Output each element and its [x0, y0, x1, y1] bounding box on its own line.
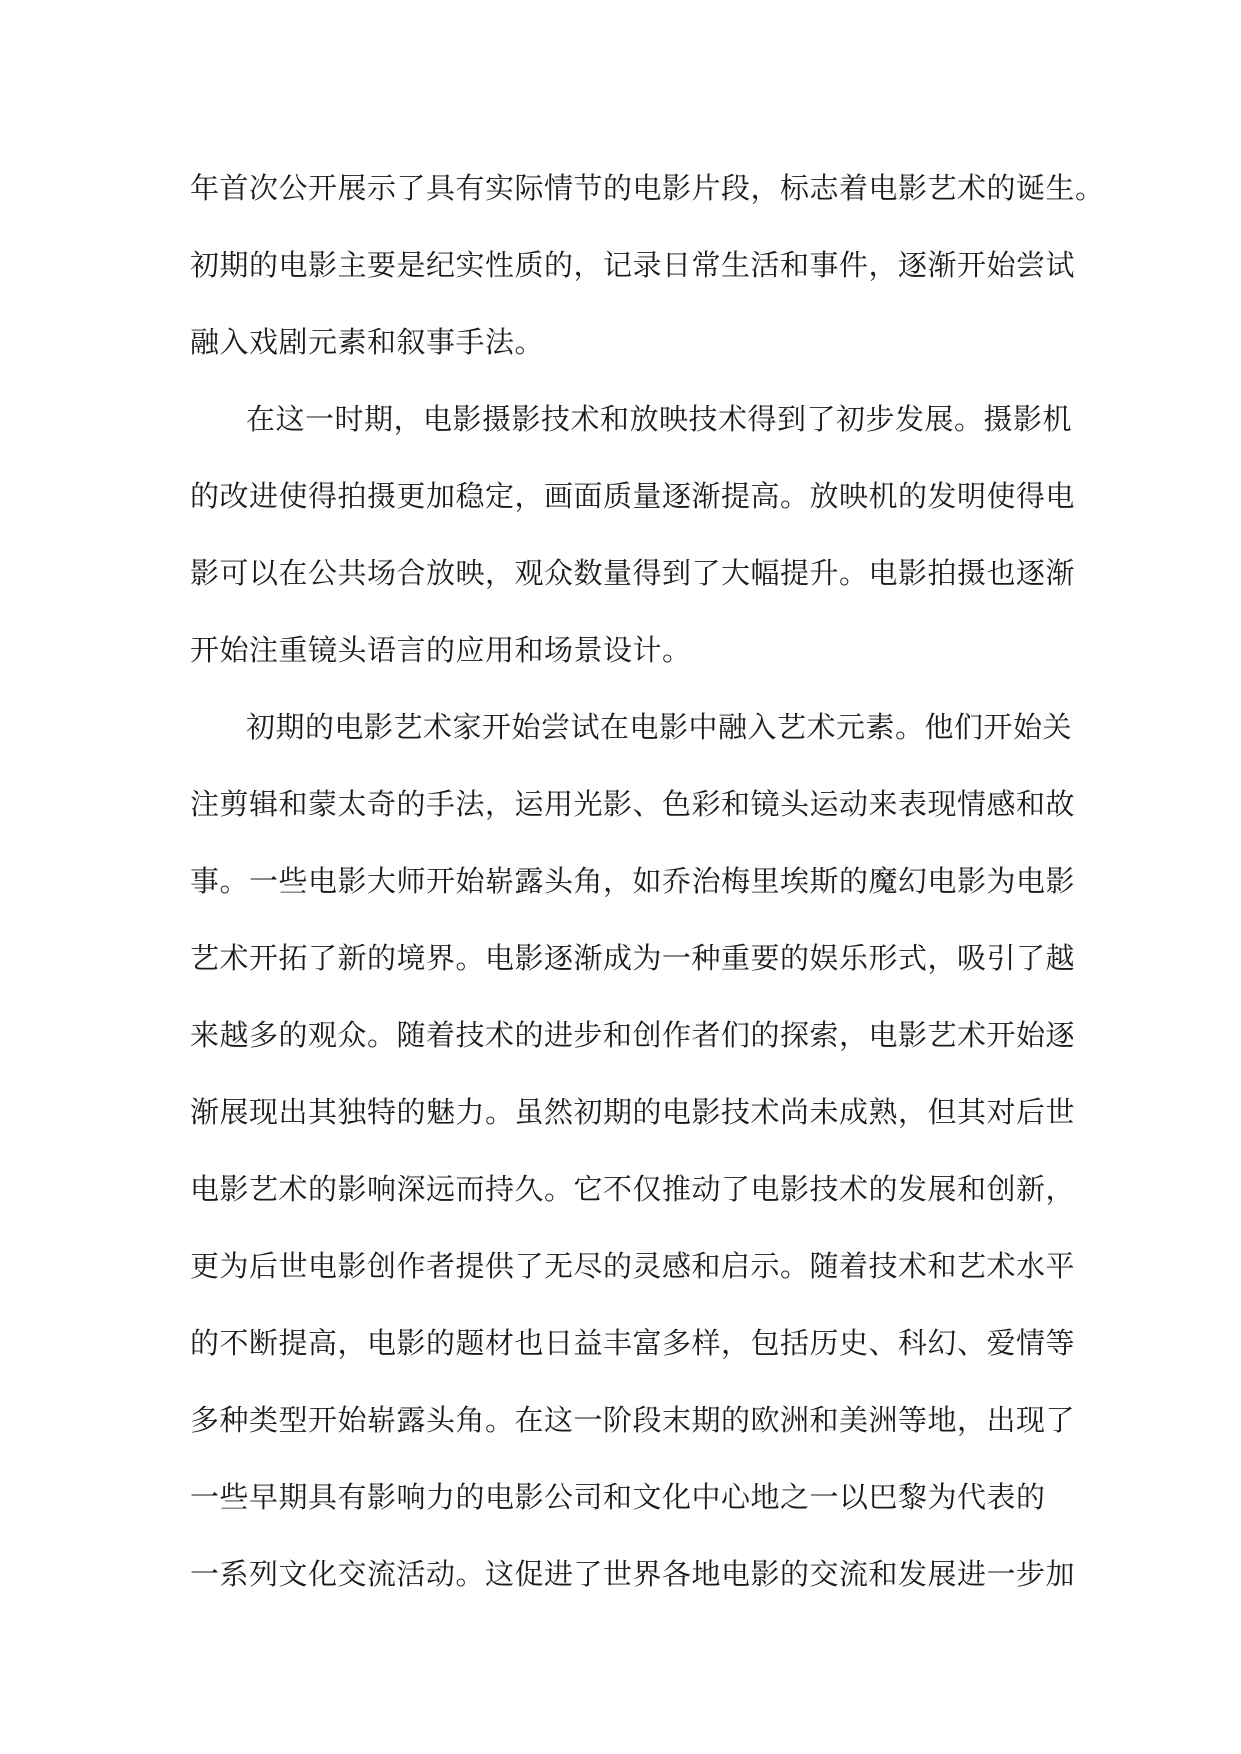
text-line: 的改进使得拍摄更加稳定，画面质量逐渐提高。放映机的发明使得电 — [190, 479, 1076, 513]
text-line: 电影艺术的影响深远而持久。它不仅推动了电影技术的发展和创新， — [190, 1172, 1076, 1206]
text-line: 的不断提高，电影的题材也日益丰富多样，包括历史、科幻、爱情等 — [190, 1326, 1076, 1360]
text-line: 开始注重镜头语言的应用和场景设计。 — [190, 633, 692, 667]
text-line: 一系列文化交流活动。这促进了世界各地电影的交流和发展进一步加 — [190, 1557, 1076, 1591]
paragraph-first-line: 在这一时期，电影摄影技术和放映技术得到了初步发展。摄影机 — [246, 402, 1073, 436]
document-body — [190, 150, 1105, 1613]
text-line: 多种类型开始崭露头角。在这一阶段末期的欧洲和美洲等地，出现了 — [190, 1403, 1076, 1437]
text-line: 渐展现出其独特的魅力。虽然初期的电影技术尚未成熟，但其对后世 — [190, 1095, 1076, 1129]
text-line: 更为后世电影创作者提供了无尽的灵感和启示。随着技术和艺术水平 — [190, 1249, 1076, 1283]
text-line: 艺术开拓了新的境界。电影逐渐成为一种重要的娱乐形式，吸引了越 — [190, 941, 1076, 975]
text-line: 注剪辑和蒙太奇的手法，运用光影、色彩和镜头运动来表现情感和故 — [190, 787, 1076, 821]
text-line: 影可以在公共场合放映，观众数量得到了大幅提升。电影拍摄也逐渐 — [190, 556, 1076, 590]
paragraph-first-line: 初期的电影艺术家开始尝试在电影中融入艺术元素。他们开始关 — [246, 710, 1073, 744]
text-line: 年首次公开展示了具有实际情节的电影片段，标志着电影艺术的诞生。 — [190, 171, 1105, 205]
text-line: 来越多的观众。随着技术的进步和创作者们的探索，电影艺术开始逐 — [190, 1018, 1076, 1052]
text-line: 一些早期具有影响力的电影公司和文化中心地之一以巴黎为代表的 — [190, 1480, 1046, 1514]
text-line: 初期的电影主要是纪实性质的，记录日常生活和事件，逐渐开始尝试 — [190, 248, 1076, 282]
text-line: 事。一些电影大师开始崭露头角，如乔治梅里埃斯的魔幻电影为电影 — [190, 864, 1076, 898]
text-line: 融入戏剧元素和叙事手法。 — [190, 325, 545, 359]
